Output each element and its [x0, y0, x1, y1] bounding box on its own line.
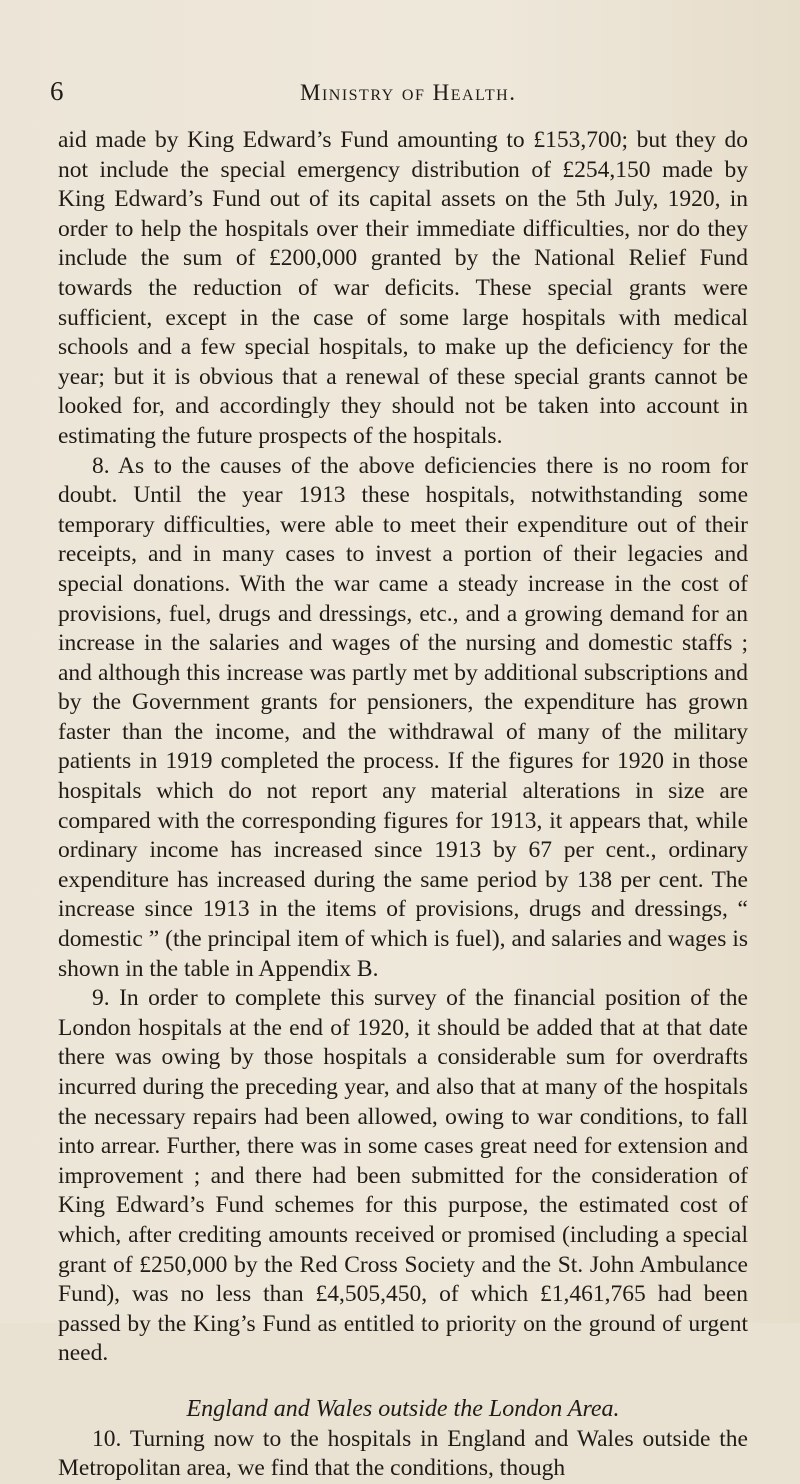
running-head: Ministry of Health.	[300, 80, 517, 105]
paragraph-9: 9. In order to complete this survey of the financial position of the London hospitals at the end of 1920, it should be added that at that date there was owing by those hospitals a considerable sum for overdrafts incurred during the preceding year, and also that at many of the hospitals the necessary repairs had been allowed, owing to war conditions, to fall into arrear. Further, there was in some cases great need for extension and improvement ; and there had been submitted for the consideration of King Edward’s Fund schemes for this purpose, the estimated cost of which, after crediting amounts received or promised (including a special grant of £250,000 by the Red Cross Society and the St. John Ambulance Fund), was no less than £4,505,450, of which £1,461,765 had been passed by the King’s Fund as entitled to priority on the ground of urgent need.	[58, 985, 748, 1367]
page-header	[50, 70, 750, 110]
paragraph-8: 8. As to the causes of the above deficiencies there is no room for doubt. Until the year 1913 these hospitals, notwithstanding some temporary difficulties, were able to meet their expenditure out of their receipts, and in many cases to invest a portion of their legacies and special donations. With the war came a steady increase in the cost of provisions, fuel, drugs and dressings, etc., and a growing demand for an increase in the salaries and wages of the nursing and domestic staffs ; and although this increase was partly met by additional subscriptions and by the Government grants for pensioners, the expenditure has grown faster than the income, and the withdrawal of many of the military patients in 1919 completed the process. If the figures for 1920 in those hospitals which do not report any material alterations in size are compared with the corresponding figures for 1913, it appears that, while ordinary income has increased since 1913 by 67 per cent., ordinary expenditure has increased during the same period by 138 per cent. The increase since 1913 in the items of provisions, drugs and dressings, “ domestic ” (the principal item of which is fuel), and salaries and wages is shown in the table in Appendix B.	[58, 452, 748, 982]
body-text	[58, 126, 748, 1484]
section-heading: England and Wales outside the London Area.	[186, 1395, 620, 1422]
paragraph-continued: aid made by King Edward’s Fund amounting to £153,700; but they do not include the special emergency distribution of £254,150 made by King Edward’s Fund out of its capital assets on the 5th July, 1920, in order to help the hospitals over their immediate difficulties, nor do they include the sum of £200,000 granted by the National Relief Fund towards the reduction of war deficits. These special grants were sufficient, except in the case of some large hospitals with medical schools and a few special hospitals, to make up the deficiency for the year; but it is obvious that a renewal of these special grants cannot be looked for, and accordingly they should not be taken into account in estimating the future prospects of the hospitals.	[58, 127, 748, 449]
page-number: 6	[50, 76, 64, 106]
paragraph-10: 10. Turning now to the hospitals in England and Wales outside the Metropolitan area, we find that the conditions, though	[58, 1425, 748, 1482]
